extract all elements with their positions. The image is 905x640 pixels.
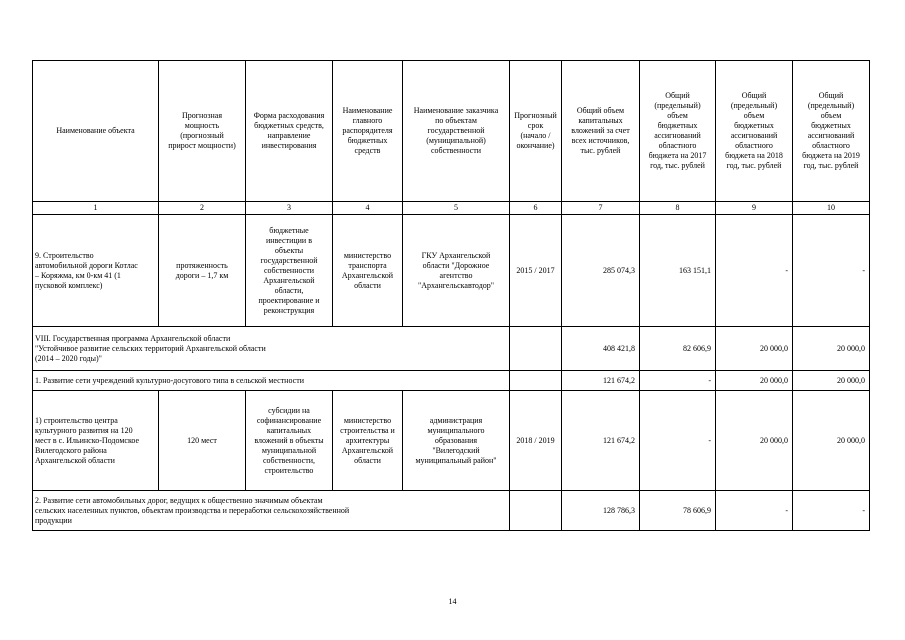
column-number: 1 [33, 202, 159, 215]
header-cell [640, 61, 716, 202]
cell-line: министерство [343, 415, 392, 425]
cell-line: (2014 – 2020 годы)" [35, 353, 102, 363]
cell-line: Вилегодского района [35, 445, 107, 455]
object-name-cell [33, 391, 159, 491]
budget-2019-cell: 20 000,0 [793, 391, 870, 491]
cell-line: бюджета на 2017 [648, 151, 707, 160]
column-number: 10 [793, 202, 870, 215]
budget-2017-cell: - [640, 371, 716, 391]
cell-line: софинансирование [256, 415, 322, 425]
header-cell [562, 61, 640, 202]
cell-line: субсидии на [268, 405, 310, 415]
cell-line: всех источников, [571, 136, 630, 145]
cell-line: капитальных [266, 425, 312, 435]
header-cell [403, 61, 510, 202]
cell-line: объем [667, 111, 688, 120]
section-row [33, 327, 870, 371]
cell-line: вложений в объекты [254, 435, 324, 445]
cell-line: капитальных [578, 116, 623, 125]
header-cell [333, 61, 403, 202]
cell-line: срок [527, 121, 544, 130]
cell-line: муниципальный район" [415, 455, 497, 465]
cell-line: областного [812, 141, 850, 150]
cell-line: (предельный) [654, 101, 701, 110]
cell-line: бюджетных [811, 121, 851, 130]
cell-line: ассигнований [654, 131, 701, 140]
cell-line: прирост мощности) [168, 141, 236, 150]
cell-line: направление [267, 131, 311, 140]
cell-line: Архангельской [341, 445, 394, 455]
cell-line: инвестиции в [266, 235, 312, 245]
capacity-cell: 120 мест [159, 391, 246, 491]
table-row [33, 215, 870, 327]
subsection-title: 1. Развитие сети учреждений культурно-досугового типа в сельской местности [33, 371, 510, 391]
cell-line: области [354, 455, 381, 465]
cell-line: области [354, 280, 381, 290]
cell-line: (предельный) [807, 101, 855, 110]
cell-line: областного [658, 141, 697, 150]
page-number: 14 [448, 597, 457, 606]
cell-line: VIII. Государственная программа Архангельской области [35, 333, 231, 343]
budget-2019-cell: 20 000,0 [793, 371, 870, 391]
cell-line: по объектам [435, 116, 477, 125]
total-cell: 121 674,2 [562, 371, 640, 391]
cell-line: окончание) [516, 141, 555, 150]
cell-line: объекты [274, 245, 304, 255]
cell-line: (муниципальной) [426, 136, 486, 145]
cell-line: Архангельской [341, 270, 394, 280]
header-cell [716, 61, 793, 202]
cell-line: министерство [343, 250, 392, 260]
budget-2018-cell: - [716, 491, 793, 531]
cell-line: Прогнозная [181, 111, 222, 120]
cell-line: Общий [741, 91, 767, 100]
cell-line: – Коряжма, км 0-км 41 (1 [35, 270, 121, 280]
cell-line: Форма расходования [253, 111, 325, 120]
subsection-row [33, 491, 870, 531]
cell-line: (прогнозный [180, 131, 224, 140]
manager-cell [333, 215, 403, 327]
customer-cell [403, 215, 510, 327]
budget-2017-cell: - [640, 391, 716, 491]
cell-line: Наименование [342, 106, 393, 115]
budget-2017-cell: 163 151,1 [640, 215, 716, 327]
cell-line: дороги – 1,7 км [175, 270, 229, 280]
column-number: 7 [562, 202, 640, 215]
cell-line: Наименование объекта [56, 126, 135, 135]
column-number: 2 [159, 202, 246, 215]
budget-2019-cell: - [793, 491, 870, 531]
subsection-title [33, 491, 510, 531]
object-name-cell [33, 215, 159, 327]
investment-table [32, 60, 870, 531]
cell-line: ассигнований [807, 131, 855, 140]
cell-line: объем [743, 111, 765, 120]
budget-2017-cell: 78 606,9 [640, 491, 716, 531]
table-row [33, 391, 870, 491]
cell-line: "Архангельскавтодор" [417, 280, 495, 290]
column-number: 5 [403, 202, 510, 215]
cell-line: собственности [263, 265, 315, 275]
header-cell [793, 61, 870, 202]
cell-line: "Устойчивое развитие сельских территорий Архангельской области [35, 343, 266, 353]
cell-line: строительства и [340, 425, 395, 435]
column-number: 8 [640, 202, 716, 215]
cell-line: 1) строительство центра [35, 415, 118, 425]
budget-2019-cell: - [793, 215, 870, 327]
cell-line: "Вилегодский [432, 445, 480, 455]
cell-line: Архангельской [263, 275, 315, 285]
cell-line: строительство [264, 465, 314, 475]
cell-line: (предельный) [730, 101, 778, 110]
cell-line: бюджетных [734, 121, 774, 130]
capacity-cell [159, 215, 246, 327]
term-cell: 2015 / 2017 [510, 215, 562, 327]
cell-line: ГКУ Архангельской [421, 250, 491, 260]
cell-line: мест в с. Ильинско-Подомское [35, 435, 140, 445]
column-number-row [33, 202, 870, 215]
cell-line: бюджетных средств, [254, 121, 324, 130]
cell-line: Архангельской области [35, 455, 115, 465]
cell-line: транспорта [348, 260, 387, 270]
cell-line: Общий объем [576, 106, 625, 115]
cell-line: распорядителя [342, 126, 393, 135]
total-cell: 285 074,3 [562, 215, 640, 327]
header-cell [33, 61, 159, 202]
cell-line: 9. Строительство [35, 250, 94, 260]
budget-2018-cell: - [716, 215, 793, 327]
column-number: 4 [333, 202, 403, 215]
cell-line: бюджета на 2018 [725, 151, 783, 160]
cell-line: администрация [429, 415, 483, 425]
cell-line: год, тыс. рублей [650, 161, 705, 170]
cell-line: государственной [427, 126, 485, 135]
cell-line: Общий [665, 91, 690, 100]
cell-line: проектирование и [258, 295, 320, 305]
cell-line: Наименование заказчика [413, 106, 499, 115]
header-cell [159, 61, 246, 202]
cell-line: мощность [184, 121, 220, 130]
cell-line: муниципальной [261, 445, 317, 455]
cell-line: объем [820, 111, 842, 120]
budget-2018-cell: 20 000,0 [716, 327, 793, 371]
cell-line: Прогнозный [514, 111, 557, 120]
cell-line: главного [352, 116, 383, 125]
cell-line: собственности, [262, 455, 316, 465]
spending-form-cell [246, 215, 333, 327]
budget-2017-cell: 82 606,9 [640, 327, 716, 371]
cell-line: агентство [439, 270, 473, 280]
header-cell [510, 61, 562, 202]
cell-line: средств [354, 146, 381, 155]
cell-line: бюджетных [657, 121, 698, 130]
cell-line: (начало / [520, 131, 551, 140]
empty-cell [510, 491, 562, 531]
cell-line: образования [434, 435, 478, 445]
cell-line: ассигнований [730, 131, 778, 140]
empty-cell [510, 327, 562, 371]
customer-cell [403, 391, 510, 491]
cell-line: год, тыс. рублей [803, 161, 859, 170]
term-cell: 2018 / 2019 [510, 391, 562, 491]
empty-cell [510, 371, 562, 391]
cell-line: собственности [430, 146, 482, 155]
section-title [33, 327, 510, 371]
budget-2018-cell: 20 000,0 [716, 391, 793, 491]
cell-line: архитектуры [345, 435, 390, 445]
cell-line: государственной [260, 255, 318, 265]
spending-form-cell [246, 391, 333, 491]
cell-line: муниципального [427, 425, 485, 435]
header-cell [246, 61, 333, 202]
column-number: 9 [716, 202, 793, 215]
header-row [33, 61, 870, 202]
cell-line: реконструкция [263, 305, 315, 315]
cell-line: автомобильной дороги Котлас [35, 260, 138, 270]
cell-line: бюджета на 2019 [802, 151, 860, 160]
cell-line: бюджетных [347, 136, 388, 145]
budget-2018-cell: 20 000,0 [716, 371, 793, 391]
cell-line: вложений за счет [571, 126, 630, 135]
cell-line: инвестирования [261, 141, 317, 150]
column-number: 3 [246, 202, 333, 215]
cell-line: области "Дорожное [422, 260, 490, 270]
cell-line: Общий [818, 91, 844, 100]
cell-line: культурного развития на 120 [35, 425, 133, 435]
cell-line: сельских населенных пунктов, объектам производства и переработки сельскохозяйственной [35, 505, 350, 515]
cell-line: области, [274, 285, 304, 295]
cell-line: протяженность [176, 260, 228, 270]
budget-2019-cell: 20 000,0 [793, 327, 870, 371]
total-cell: 121 674,2 [562, 391, 640, 491]
cell-line: 2. Развитие сети автомобильных дорог, ведущих к общественно значимым объектам [35, 495, 323, 505]
cell-line: продукции [35, 515, 72, 525]
cell-line: год, тыс. рублей [726, 161, 782, 170]
cell-line: пусковой комплекс) [35, 280, 103, 290]
subsection-row [33, 371, 870, 391]
manager-cell [333, 391, 403, 491]
cell-line: тыс. рублей [580, 146, 621, 155]
total-cell: 408 421,8 [562, 327, 640, 371]
cell-line: бюджетные [269, 225, 309, 235]
cell-line: областного [735, 141, 773, 150]
column-number: 6 [510, 202, 562, 215]
total-cell: 128 786,3 [562, 491, 640, 531]
